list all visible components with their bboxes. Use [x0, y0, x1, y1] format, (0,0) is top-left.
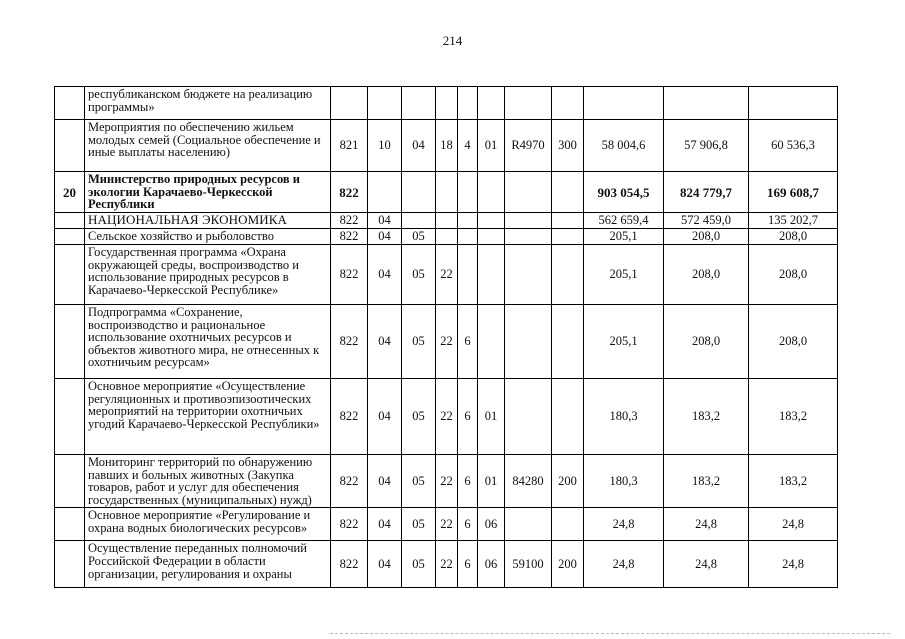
code-expense-type: 200 — [552, 541, 584, 588]
value-year-3: 183,2 — [749, 379, 838, 455]
row-name: республиканском бюджете на реализацию программы» — [85, 87, 331, 120]
code-subprogram: 6 — [458, 541, 478, 588]
code-subprogram: 4 — [458, 120, 478, 172]
code-subprogram: 6 — [458, 379, 478, 455]
code-subsection: 05 — [402, 379, 436, 455]
value-year-1 — [584, 87, 664, 120]
code-section: 04 — [368, 213, 402, 229]
table-row — [55, 508, 838, 541]
code-direction — [505, 245, 552, 305]
code-expense-type — [552, 229, 584, 245]
code-subsection: 05 — [402, 245, 436, 305]
code-subprogram — [458, 229, 478, 245]
code-event: 01 — [478, 120, 505, 172]
code-section — [368, 172, 402, 213]
value-year-3: 60 536,3 — [749, 120, 838, 172]
row-index — [55, 213, 85, 229]
code-admin: 822 — [331, 229, 368, 245]
code-admin: 822 — [331, 541, 368, 588]
budget-table — [54, 86, 838, 588]
code-subsection: 05 — [402, 541, 436, 588]
code-event: 01 — [478, 379, 505, 455]
code-section: 04 — [368, 541, 402, 588]
code-direction: 59100 — [505, 541, 552, 588]
table-row — [55, 87, 838, 120]
value-year-1: 24,8 — [584, 541, 664, 588]
value-year-3: 208,0 — [749, 229, 838, 245]
code-event: 06 — [478, 508, 505, 541]
code-event — [478, 245, 505, 305]
code-program: 22 — [436, 541, 458, 588]
code-subsection: 05 — [402, 508, 436, 541]
code-admin: 822 — [331, 305, 368, 379]
row-index — [55, 541, 85, 588]
row-index — [55, 120, 85, 172]
code-admin: 822 — [331, 172, 368, 213]
page-number: 214 — [442, 33, 463, 48]
code-subprogram — [458, 87, 478, 120]
code-section: 04 — [368, 305, 402, 379]
value-year-2: 208,0 — [664, 245, 749, 305]
value-year-1: 58 004,6 — [584, 120, 664, 172]
code-program: 22 — [436, 379, 458, 455]
code-program: 22 — [436, 305, 458, 379]
code-program: 22 — [436, 245, 458, 305]
code-admin: 821 — [331, 120, 368, 172]
value-year-2: 183,2 — [664, 455, 749, 508]
code-direction: R4970 — [505, 120, 552, 172]
code-section: 04 — [368, 455, 402, 508]
table-row — [55, 541, 838, 588]
code-admin: 822 — [331, 245, 368, 305]
code-subsection: 04 — [402, 120, 436, 172]
row-index — [55, 245, 85, 305]
code-expense-type — [552, 305, 584, 379]
code-direction — [505, 508, 552, 541]
code-program: 22 — [436, 508, 458, 541]
table-row — [55, 379, 838, 455]
table-row — [55, 305, 838, 379]
code-direction — [505, 379, 552, 455]
code-direction — [505, 172, 552, 213]
bottom-divider — [330, 633, 890, 634]
code-admin: 822 — [331, 455, 368, 508]
table-row — [55, 455, 838, 508]
row-name: Мониторинг территорий по обнаружению павших и больных животных (Закупка товаров, работ и услуг для обеспечения государственных (муниципальных) нужд) — [85, 455, 331, 508]
code-direction — [505, 305, 552, 379]
code-subprogram: 6 — [458, 305, 478, 379]
row-name: Мероприятия по обеспечению жильем молодых семей (Социальное обеспечение и иные выплаты населению) — [85, 120, 331, 172]
code-expense-type — [552, 245, 584, 305]
row-name: Государственная программа «Охрана окружающей среды, воспроизводство и использование природных ресурсов в Карачаево-Черкесской Республике» — [85, 245, 331, 305]
value-year-3: 24,8 — [749, 508, 838, 541]
value-year-1: 180,3 — [584, 379, 664, 455]
code-expense-type — [552, 508, 584, 541]
value-year-2: 183,2 — [664, 379, 749, 455]
table-row — [55, 229, 838, 245]
row-index — [55, 508, 85, 541]
value-year-1: 24,8 — [584, 508, 664, 541]
value-year-1: 205,1 — [584, 305, 664, 379]
value-year-2: 24,8 — [664, 541, 749, 588]
code-subsection: 05 — [402, 229, 436, 245]
value-year-1: 205,1 — [584, 229, 664, 245]
row-name: Основное мероприятие «Регулирование и охрана водных биологических ресурсов» — [85, 508, 331, 541]
code-subprogram — [458, 172, 478, 213]
value-year-1: 180,3 — [584, 455, 664, 508]
row-index — [55, 229, 85, 245]
table-row — [55, 245, 838, 305]
code-subprogram: 6 — [458, 508, 478, 541]
value-year-2: 57 906,8 — [664, 120, 749, 172]
code-subsection — [402, 87, 436, 120]
code-program: 22 — [436, 455, 458, 508]
code-subsection: 05 — [402, 305, 436, 379]
code-program — [436, 87, 458, 120]
code-direction — [505, 213, 552, 229]
code-program — [436, 229, 458, 245]
row-name: Подпрограмма «Сохранение, воспроизводство и рациональное использование охотничьих ресурсов и объектов животного мира, не отнесенных к охотничьим ресурсам» — [85, 305, 331, 379]
value-year-2 — [664, 87, 749, 120]
row-index: 20 — [55, 172, 85, 213]
value-year-2: 24,8 — [664, 508, 749, 541]
value-year-1: 562 659,4 — [584, 213, 664, 229]
code-section: 04 — [368, 229, 402, 245]
code-direction — [505, 87, 552, 120]
value-year-2: 824 779,7 — [664, 172, 749, 213]
value-year-3: 208,0 — [749, 245, 838, 305]
code-subsection — [402, 213, 436, 229]
row-index — [55, 305, 85, 379]
code-direction: 84280 — [505, 455, 552, 508]
code-program — [436, 172, 458, 213]
code-expense-type — [552, 172, 584, 213]
value-year-1: 903 054,5 — [584, 172, 664, 213]
code-expense-type: 300 — [552, 120, 584, 172]
row-name: НАЦИОНАЛЬНАЯ ЭКОНОМИКА — [85, 213, 331, 229]
row-name: Осуществление переданных полномочий Российской Федерации в области организации, регулирования и охраны — [85, 541, 331, 588]
code-expense-type — [552, 87, 584, 120]
table-row — [55, 213, 838, 229]
code-expense-type: 200 — [552, 455, 584, 508]
code-subprogram — [458, 245, 478, 305]
code-section: 04 — [368, 379, 402, 455]
code-event — [478, 213, 505, 229]
code-section: 04 — [368, 245, 402, 305]
value-year-2: 572 459,0 — [664, 213, 749, 229]
value-year-3 — [749, 87, 838, 120]
code-subsection — [402, 172, 436, 213]
code-admin: 822 — [331, 213, 368, 229]
value-year-1: 205,1 — [584, 245, 664, 305]
table-row — [55, 120, 838, 172]
code-event — [478, 172, 505, 213]
row-index — [55, 379, 85, 455]
value-year-2: 208,0 — [664, 305, 749, 379]
code-admin — [331, 87, 368, 120]
table-row — [55, 172, 838, 213]
value-year-3: 24,8 — [749, 541, 838, 588]
code-program — [436, 213, 458, 229]
code-section — [368, 87, 402, 120]
code-section: 04 — [368, 508, 402, 541]
code-event — [478, 229, 505, 245]
code-admin: 822 — [331, 508, 368, 541]
code-subprogram: 6 — [458, 455, 478, 508]
code-event — [478, 87, 505, 120]
value-year-3: 135 202,7 — [749, 213, 838, 229]
code-event: 01 — [478, 455, 505, 508]
code-subprogram — [458, 213, 478, 229]
code-event — [478, 305, 505, 379]
value-year-2: 208,0 — [664, 229, 749, 245]
code-subsection: 05 — [402, 455, 436, 508]
code-admin: 822 — [331, 379, 368, 455]
row-name: Сельское хозяйство и рыболовство — [85, 229, 331, 245]
value-year-3: 183,2 — [749, 455, 838, 508]
value-year-3: 208,0 — [749, 305, 838, 379]
code-program: 18 — [436, 120, 458, 172]
code-direction — [505, 229, 552, 245]
code-event: 06 — [478, 541, 505, 588]
code-expense-type — [552, 379, 584, 455]
code-section: 10 — [368, 120, 402, 172]
row-index — [55, 455, 85, 508]
code-expense-type — [552, 213, 584, 229]
row-name: Министерство природных ресурсов и экологии Карачаево-Черкесской Республики — [85, 172, 331, 213]
value-year-3: 169 608,7 — [749, 172, 838, 213]
row-name: Основное мероприятие «Осуществление регуляционных и противоэпизоотических мероприятий на территории охотничьих угодий Карачаево-Черкесской Республики» — [85, 379, 331, 455]
row-index — [55, 87, 85, 120]
